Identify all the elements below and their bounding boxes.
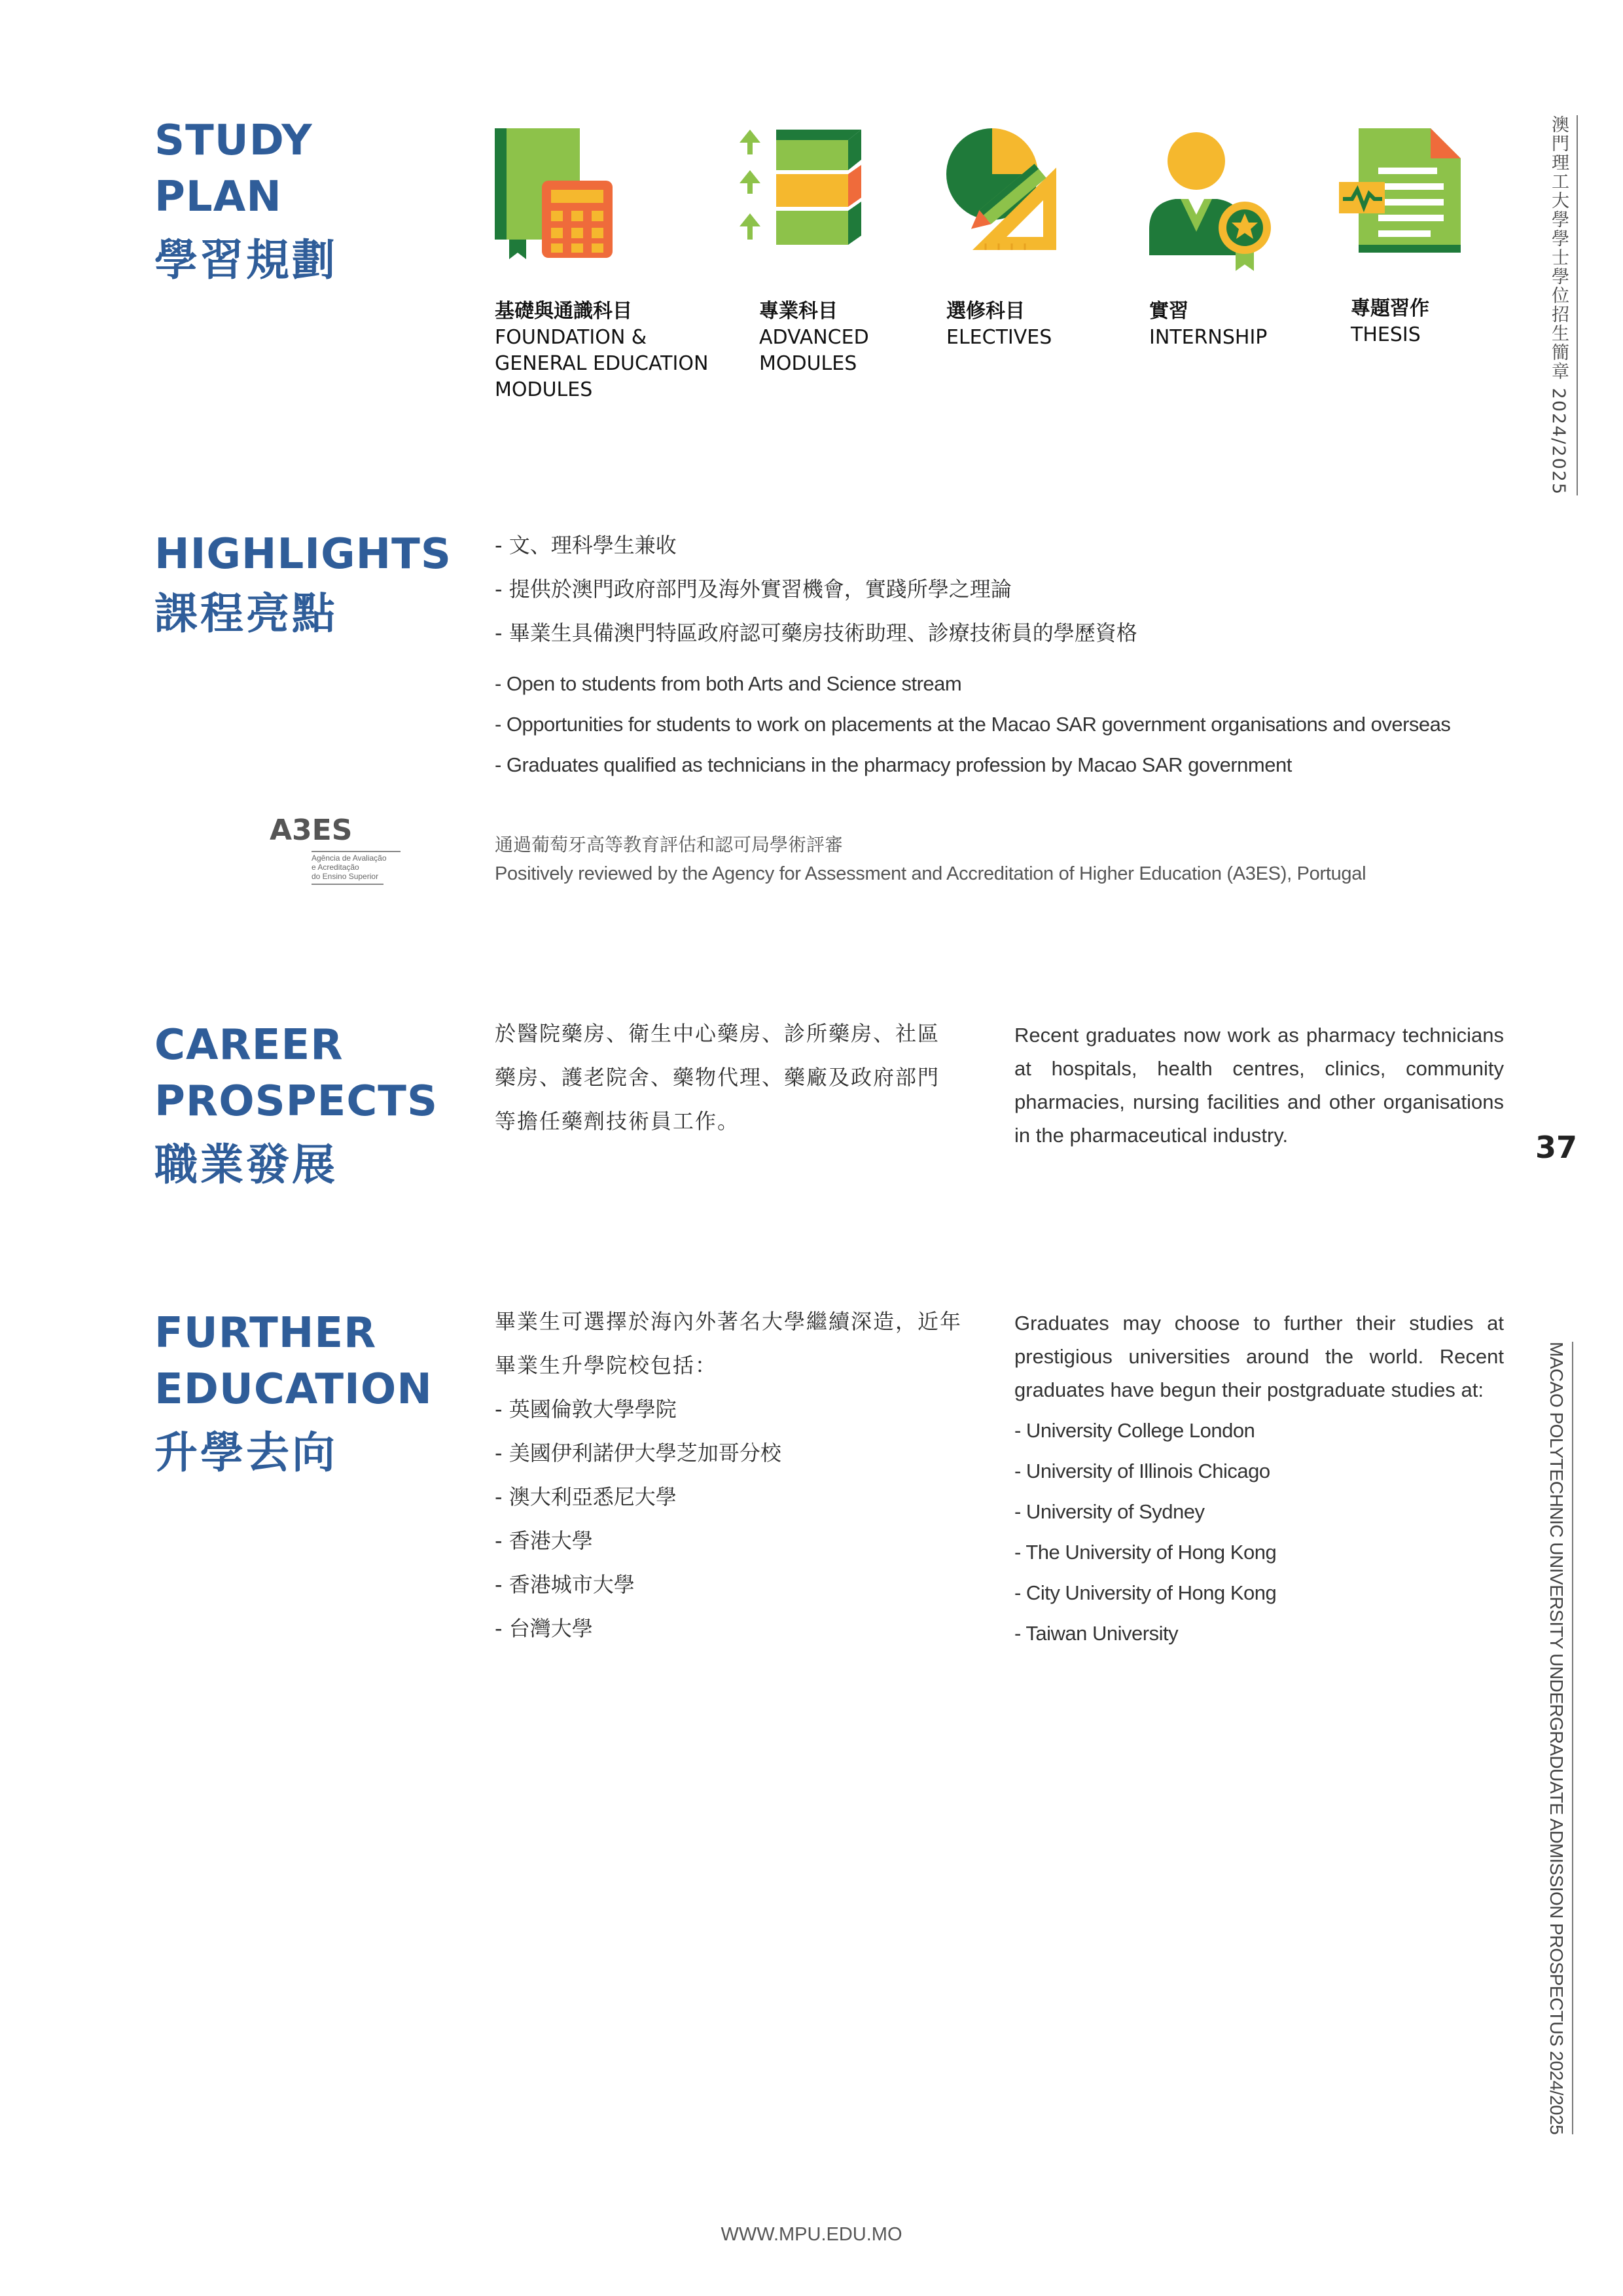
page-number: 37 (1535, 1130, 1578, 1165)
a3es-logo-sub-line: do Ensino Superior (312, 872, 379, 881)
further-zh-list (495, 1388, 966, 1651)
stacked-modules-arrows-icon (737, 128, 868, 253)
list-item: - The University of Hong Kong (1014, 1541, 1277, 1564)
list-item: - 英國倫敦大學學院 (495, 1397, 677, 1422)
career-heading (154, 1017, 438, 1196)
career-heading-zh: 職業發展 (154, 1139, 338, 1190)
a3es-logo-rule (312, 884, 383, 885)
career-heading-en-1: CAREER (154, 1021, 344, 1069)
list-item: - Opportunities for students to work on placements at the Macao SAR government organisations and overseas (495, 713, 1451, 736)
career-heading-en-2: PROSPECTS (154, 1077, 438, 1126)
study-plan-item-label-zh: 專題習作 (1351, 297, 1429, 320)
study-plan-item-advanced (759, 298, 869, 377)
highlights-heading-zh: 課程亮點 (154, 588, 338, 639)
further-heading-zh: 升學去向 (154, 1427, 338, 1478)
a3es-note-en: Positively reviewed by the Agency for Assessment and Accreditation of Higher Education (A3ES), Portugal (495, 863, 1366, 884)
a3es-logo-text: A3ES (270, 814, 353, 847)
document-waveform-icon (1339, 128, 1463, 253)
list-item: - University College London (1014, 1419, 1255, 1442)
study-plan-item-internship (1149, 298, 1267, 351)
vertical-title-zh: 澳門理工大學學士學位招生簡章 2024/2025 (1546, 115, 1578, 495)
highlights-heading (154, 526, 452, 645)
vertical-title-en: MACAO POLYTECHNIC UNIVERSITY UNDERGRADUATE ADMISSION PROSPECTUS 2024/2025 (1546, 1342, 1573, 2134)
study-plan-item-label-en: FOUNDATION & GENERAL EDUCATION MODULES (495, 326, 709, 401)
study-plan-item-label-en: INTERNSHIP (1149, 326, 1268, 349)
book-calculator-icon (495, 128, 619, 259)
list-item: - Open to students from both Arts and Science stream (495, 672, 962, 695)
study-plan-heading-en-1: STUDY (154, 117, 313, 165)
study-plan-item-label-en: ELECTIVES (946, 326, 1052, 349)
study-plan-item-electives (946, 298, 1052, 351)
highlights-zh-list (495, 524, 1137, 655)
a3es-logo-sub-line: e Acreditação (312, 863, 359, 872)
further-intro-en: Graduates may choose to further their studies at prestigious universities around the world. Recent graduates have begun their postgraduate studies at: (1014, 1312, 1504, 1401)
career-text-zh: 於醫院藥房、衛生中心藥房、診所藥房、社區藥房、護老院舍、藥物代理、藥廠及政府部門等擔任藥劑技術員工作。 (495, 1021, 940, 1134)
further-heading-en-1: FURTHER (154, 1309, 377, 1357)
study-plan-item-label-zh: 選修科目 (946, 300, 1025, 323)
study-plan-item-label-en: ADVANCED MODULES (759, 326, 869, 375)
study-plan-item-label-zh: 基礎與通識科目 (495, 300, 632, 323)
further-intro-zh: 畢業生可選擇於海內外著名大學繼續深造，近年畢業生升學院校包括： (495, 1309, 963, 1378)
study-plan-item-label-zh: 實習 (1149, 300, 1188, 323)
list-item: - 澳大利亞悉尼大學 (495, 1484, 677, 1509)
further-heading-en-2: EDUCATION (154, 1365, 433, 1414)
further-heading (154, 1305, 433, 1484)
study-plan-heading-zh: 學習規劃 (154, 235, 338, 285)
list-item: - Graduates qualified as technicians in the pharmacy profession by Macao SAR government (495, 753, 1292, 776)
a3es-logo (270, 814, 401, 885)
pie-pencil-triangle-icon (946, 128, 1064, 253)
highlights-en-list (495, 664, 1450, 785)
list-item: - Taiwan University (1014, 1622, 1179, 1645)
further-en-list (1014, 1410, 1504, 1654)
list-item: - University of Sydney (1014, 1500, 1205, 1523)
highlights-heading-en: HIGHLIGHTS (154, 530, 452, 579)
list-item: - 香港大學 (495, 1528, 593, 1553)
list-item: - 台灣大學 (495, 1616, 593, 1641)
further-en-block (1014, 1306, 1504, 1654)
list-item: - 畢業生具備澳門特區政府認可藥房技術助理、診療技術員的學歷資格 (495, 620, 1137, 645)
a3es-logo-sub-line: Agência de Avaliação (312, 853, 387, 863)
a3es-note-zh: 通過葡萄牙高等教育評估和認可局學術評審 (495, 834, 844, 855)
further-zh-block (495, 1300, 966, 1651)
study-plan-item-label-zh: 專業科目 (759, 300, 838, 323)
study-plan-item-label-en: THESIS (1351, 323, 1421, 346)
list-item: - 香港城市大學 (495, 1572, 635, 1597)
list-item: - 美國伊利諾伊大學芝加哥分校 (495, 1441, 781, 1465)
study-plan-heading-en-2: PLAN (154, 173, 282, 221)
a3es-logo-subtitle (312, 851, 401, 881)
list-item: - 文、理科學生兼收 (495, 533, 677, 558)
person-badge-icon (1149, 131, 1274, 275)
list-item: - 提供於澳門政府部門及海外實習機會，實踐所學之理論 (495, 577, 1012, 601)
list-item: - City University of Hong Kong (1014, 1581, 1277, 1604)
footer-url[interactable]: WWW.MPU.EDU.MO (721, 2224, 902, 2245)
study-plan-item-thesis (1351, 296, 1429, 348)
study-plan-item-foundation (495, 298, 708, 403)
list-item: - University of Illinois Chicago (1014, 1460, 1270, 1482)
study-plan-heading (154, 113, 338, 292)
career-text-en: Recent graduates now work as pharmacy technicians at hospitals, health centres, clinics, community pharmacies, nursing facilities and other organisations in the pharmaceutical industry. (1014, 1024, 1504, 1147)
